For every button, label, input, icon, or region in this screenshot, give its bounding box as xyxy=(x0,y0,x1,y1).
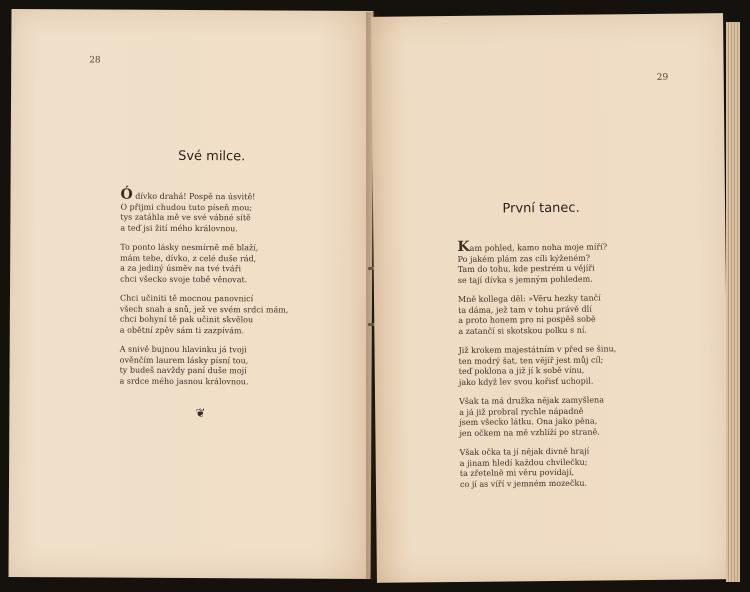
stanza xyxy=(120,345,289,388)
stanza xyxy=(459,395,617,439)
poem-line xyxy=(120,376,289,387)
right-page xyxy=(371,13,729,583)
page-edges xyxy=(726,22,740,582)
stanza xyxy=(457,240,615,286)
stanza xyxy=(120,243,289,286)
poem-line-text: Však očka ta jí nějak divně hrají xyxy=(459,446,590,457)
poem-line-text: ty budeš navždy paní duše mojí xyxy=(119,365,247,376)
poem-line-text: a za jediný úsměv na tvé tváři xyxy=(120,263,242,274)
poem-line-text: jsem všecko látku. Ona jako pěna, xyxy=(459,416,598,427)
poem-line xyxy=(460,478,618,490)
poem-line xyxy=(458,325,616,337)
poem-line-text: chci všecko svoje tobě věnovat. xyxy=(120,274,248,284)
poem-line-text: a obětní zpěv sám ti zazpívám. xyxy=(119,325,245,335)
left-page-number: 28 xyxy=(89,55,101,66)
poem-line-text: ověnčím laurem lásky písní tou, xyxy=(119,355,249,365)
poem-line xyxy=(458,274,616,286)
stanza xyxy=(458,344,616,388)
poem-line-text: am pohled, kamo noha moje míří? xyxy=(469,242,608,253)
poem-line-text: všech snah a snů, jež ve svém srdci mám, xyxy=(119,304,289,315)
poem-line-text: Chci učiniti tě mocnou panovnicí xyxy=(119,293,254,304)
right-poem-title: První tanec. xyxy=(502,200,580,217)
poem-line-text: Však ta má družka nějak zamyšlena xyxy=(459,395,605,406)
right-poem-body xyxy=(457,240,617,499)
poem-line-text: a jinam hledí každou chvilečku; xyxy=(459,457,588,468)
poem-line xyxy=(459,376,617,388)
poem-line-text: Mně kollega děl: »Věru hezky tančí xyxy=(457,293,601,304)
poem-line-text: Již krokem majestátním v před se šinu, xyxy=(458,344,617,355)
left-poem-title: Své milce. xyxy=(178,148,246,165)
poem-line-text: Po jakém plám zas cíli kýženém? xyxy=(457,253,591,264)
left-page xyxy=(9,9,374,579)
poem-line xyxy=(458,314,616,326)
poem-line-text: a teď jsi žití mého královnou. xyxy=(120,223,238,233)
poem-line xyxy=(457,240,615,254)
poem-line xyxy=(120,186,289,203)
poem-line-text: jako když lev svou kořisť uchopil. xyxy=(458,376,594,387)
stanza xyxy=(458,293,616,337)
poem-line-text: A snivě bujnou hlavinku já tvoji xyxy=(119,344,247,355)
poem-line-text: tys zatáhla mě ve své vábné sítě xyxy=(120,212,251,223)
poem-line-text: a já již probral rychle nápadně xyxy=(459,406,584,417)
poem-line xyxy=(120,223,289,234)
left-poem-body xyxy=(119,186,289,397)
poem-line-text: teď poklona a již jí k sobě vínu, xyxy=(458,365,585,376)
poem-line xyxy=(120,325,289,336)
poem-line-text: se tají dívka s jemným pohledem. xyxy=(457,274,593,285)
poem-line-text: dívko drahá! Pospě na úsvitě! xyxy=(132,191,256,202)
poem-line-text: a zatančí si skotskou polku s ní. xyxy=(458,325,588,336)
stanza xyxy=(120,294,289,337)
drop-cap: K xyxy=(457,238,470,255)
poem-line-text: co jí as víří v jemném mozečku. xyxy=(459,478,588,489)
poem-line xyxy=(458,293,616,305)
poem-line-text: jen očkem na mě vzhlíží po straně. xyxy=(459,426,600,438)
poem-line-text: chci bohyní tě pak učinit skvělou xyxy=(119,314,254,325)
poem-line-text: a proto honem pro ni pospěš sobě xyxy=(458,314,596,325)
poem-line-text: a srdce mého jasnou královnou. xyxy=(119,376,249,386)
poem-line xyxy=(459,427,617,439)
drop-cap: Ó xyxy=(120,186,133,203)
right-page-number: 29 xyxy=(656,72,669,83)
poem-line xyxy=(120,274,289,285)
poem-line-text: ta dáma, jež tam v tohu právě dlí xyxy=(458,304,592,315)
stanza xyxy=(460,446,618,490)
poem-line-text: O přijmi chudou tuto píseň mou; xyxy=(120,202,253,212)
poem-line-text: mám tebe, dívko, z celé duše rád, xyxy=(120,253,257,263)
poem-line-text: ta zřetelně mi věru povídají, xyxy=(459,467,575,478)
poem-line-text: Tam do tohu, kde pestrém u vějíři xyxy=(457,263,595,274)
ornament-icon: ❦ xyxy=(195,406,206,421)
poem-line-text: To ponto lásky nesmírně mě blaží, xyxy=(120,242,259,253)
stanza xyxy=(120,186,289,235)
poem-line-text: ten modrý šat, ten vějíř jest můj cíl; xyxy=(458,354,604,366)
